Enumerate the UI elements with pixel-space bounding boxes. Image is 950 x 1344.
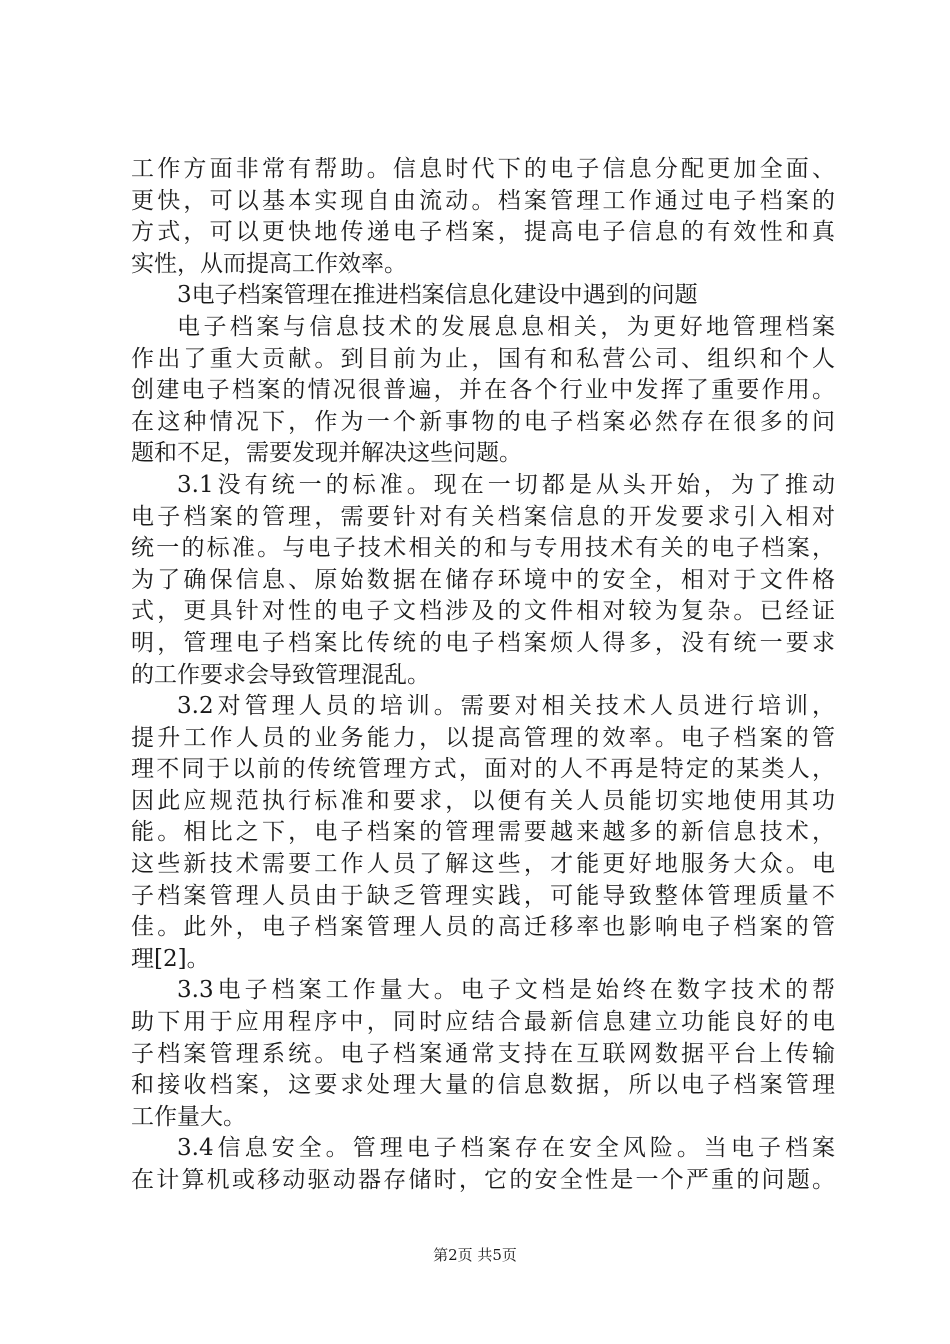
text-line: 的工作要求会导致管理混乱。 xyxy=(131,661,430,688)
text-line: 更快，可以基本实现自由流动。档案管理工作通过电子档案的 xyxy=(131,187,835,214)
text-line: 式，更具针对性的电子文档涉及的文件相对较为复杂。已经证 xyxy=(131,598,835,625)
text-line: 在计算机或移动驱动器存储时，它的安全性是一个严重的问题。 xyxy=(131,1167,835,1193)
text-line: 理[2]。 xyxy=(131,945,210,972)
text-line: 题和不足，需要发现并解决这些问题。 xyxy=(131,440,522,467)
text-line: 和接收档案，这要求处理大量的信息数据，所以电子档案管理 xyxy=(131,1072,835,1099)
text-line: 工作方面非常有帮助。信息时代下的电子信息分配更加全面、 xyxy=(131,156,835,182)
text-line: 统一的标准。与电子技术相关的和与专用技术有关的电子档案， xyxy=(131,535,835,562)
text-line: 3.4信息安全。管理电子档案存在安全风险。当电子档案 xyxy=(177,1135,835,1162)
text-line: 因此应规范执行标准和要求，以便有关人员能切实地使用其功 xyxy=(131,787,835,814)
text-line: 子档案管理人员由于缺乏管理实践，可能导致整体管理质量不 xyxy=(131,882,835,909)
text-line: 工作量大。 xyxy=(131,1103,246,1130)
text-line: 方式，可以更快地传递电子档案，提高电子信息的有效性和真 xyxy=(131,219,835,246)
text-line: 理不同于以前的传统管理方式，面对的人不再是特定的某类人， xyxy=(131,756,835,783)
text-line: 明，管理电子档案比传统的电子档案烦人得多，没有统一要求 xyxy=(131,629,835,656)
text-line: 3.1没有统一的标准。现在一切都是从头开始，为了推动 xyxy=(177,471,835,498)
text-line: 在这种情况下，作为一个新事物的电子档案必然存在很多的问 xyxy=(131,408,835,435)
text-line: 能。相比之下，电子档案的管理需要越来越多的新信息技术， xyxy=(131,819,835,846)
text-line: 作出了重大贡献。到目前为止，国有和私营公司、组织和个人 xyxy=(131,345,835,372)
text-line: 为了确保信息、原始数据在储存环境中的安全，相对于文件格 xyxy=(131,566,835,593)
document-body xyxy=(131,154,835,1197)
text-line: 3.3电子档案工作量大。电子文档是始终在数字技术的帮 xyxy=(177,977,835,1004)
text-line: 子档案管理系统。电子档案通常支持在互联网数据平台上传输 xyxy=(131,1040,835,1067)
text-line: 创建电子档案的情况很普遍，并在各个行业中发挥了重要作用。 xyxy=(131,377,835,404)
page-footer: 第2页 共5页 xyxy=(433,1246,517,1264)
text-line: 电子档案与信息技术的发展息息相关，为更好地管理档案 xyxy=(177,313,835,340)
text-line: 提升工作人员的业务能力，以提高管理的效率。电子档案的管 xyxy=(131,724,835,751)
text-line: 电子档案的管理，需要针对有关档案信息的开发要求引入相对 xyxy=(131,503,835,530)
text-line: 这些新技术需要工作人员了解这些，才能更好地服务大众。电 xyxy=(131,851,835,878)
text-line: 佳。此外，电子档案管理人员的高迁移率也影响电子档案的管 xyxy=(131,914,835,941)
text-line: 3电子档案管理在推进档案信息化建设中遇到的问题 xyxy=(177,282,698,309)
text-line: 助下用于应用程序中，同时应结合最新信息建立功能良好的电 xyxy=(131,1009,835,1036)
text-line: 3.2对管理人员的培训。需要对相关技术人员进行培训， xyxy=(177,693,835,720)
text-line: 实性，从而提高工作效率。 xyxy=(131,250,407,277)
